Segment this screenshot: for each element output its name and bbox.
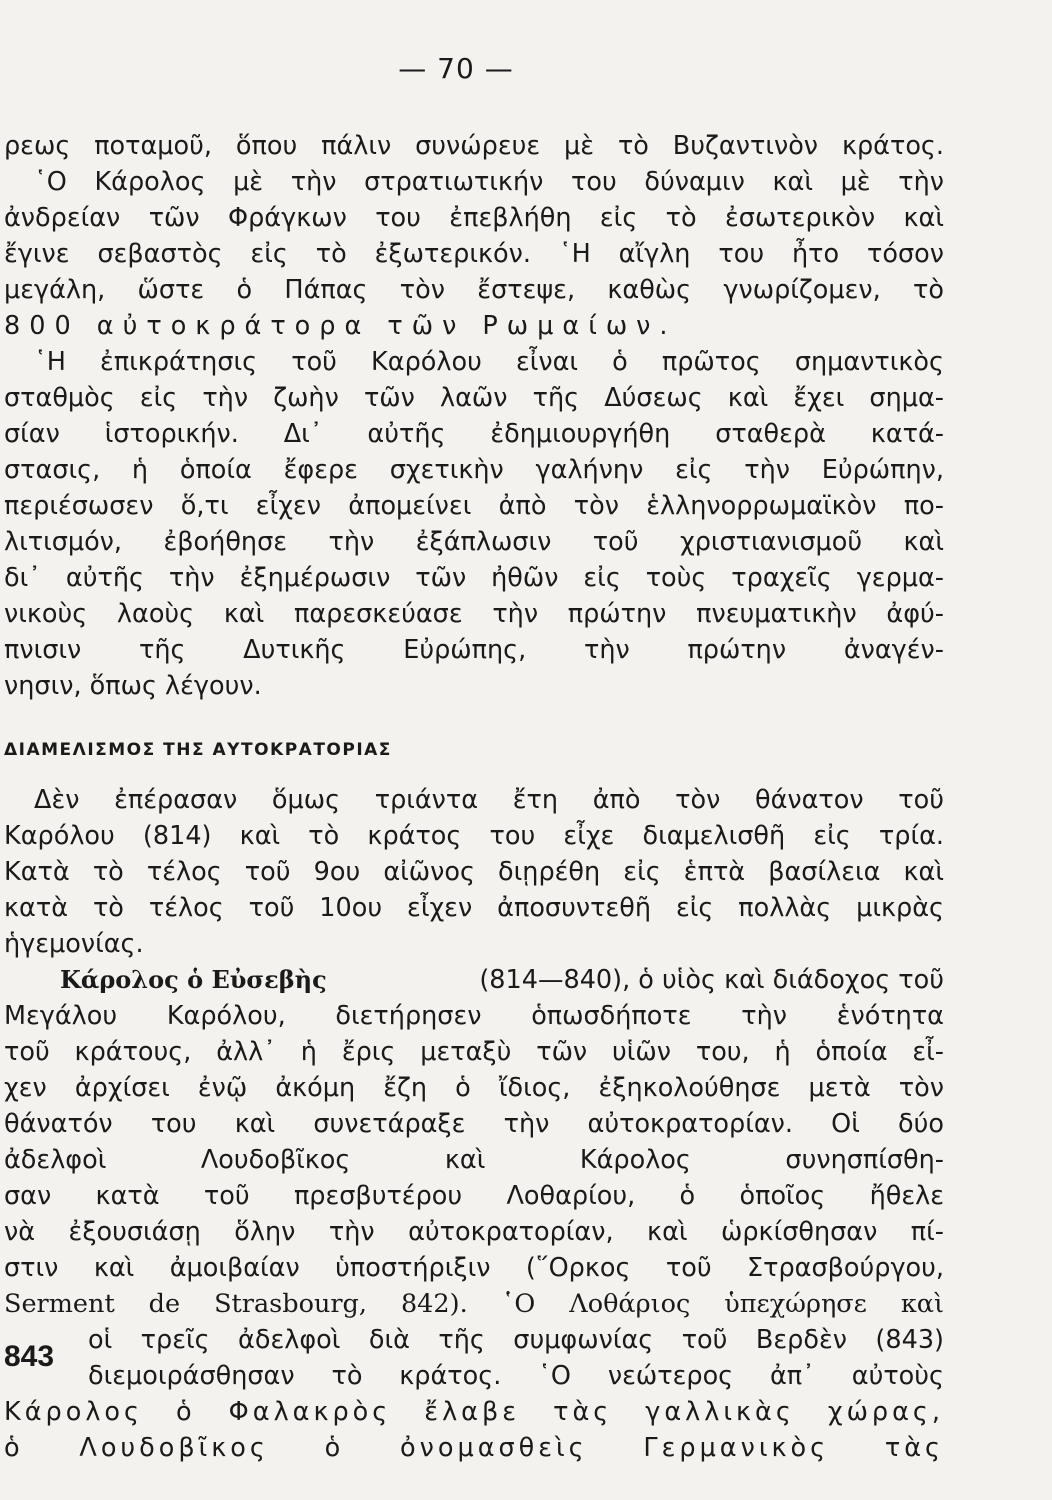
text-line: Μεγάλου Καρόλου, διετήρησεν ὁπωσδήποτε τὴν ἑνότητα <box>4 1001 944 1031</box>
text-line: ἔγινε σεβαστὸς εἰς τὸ ἐξωτερικόν. ῾Η αἴγλη του ἦτο τόσον <box>4 239 944 269</box>
text-line: ἀδελφοὶ Λουδοβῖκος καὶ Κάρολος συνησπίσθη- <box>4 1145 944 1175</box>
text-line: στιν καὶ ἀμοιβαίαν ὑποστήριξιν (῞Ορκος τοῦ Στρασβούργου, <box>4 1253 944 1283</box>
text-line: ῾Η ἐπικράτησις τοῦ Καρόλου εἶναι ὁ πρῶτος σημαντικὸς <box>34 347 944 377</box>
text-line: σταθμὸς εἰς τὴν ζωὴν τῶν λαῶν τῆς Δύσεως καὶ ἔχει σημα- <box>4 383 944 413</box>
text-line: στασις, ἡ ὁποία ἔφερε σχετικὴν γαλήνην εἰς τὴν Εὐρώπην, <box>4 455 944 485</box>
text-line: 800 αὐτοκράτορα τῶν Ρωμαίων. <box>4 311 677 341</box>
text-line: νικοὺς λαοὺς καὶ παρεσκεύασε τὴν πρώτην πνευματικὴν ἀφύ- <box>4 599 944 629</box>
section-heading: ΔΙΑΜΕΛΙΣΜΟΣ ΤΗΣ ΑΥΤΟΚΡΑΤΟΡΙΑΣ <box>4 740 392 760</box>
page-number: — 70 — <box>398 52 514 85</box>
text-line: νησιν, ὅπως λέγουν. <box>4 671 262 701</box>
text-line: τοῦ κράτους, ἀλλ᾽ ἡ ἔρις μεταξὺ τῶν υἱῶν του, ἡ ὁποία εἶ- <box>4 1037 944 1067</box>
text-line: οἱ τρεῖς ἀδελφοὶ διὰ τῆς συμφωνίας τοῦ Βερδὲν (843) <box>88 1325 944 1355</box>
text-line: Κάρολος ὁ Φαλακρὸς ἔλαβε τὰς γαλλικὰς χώρας, <box>4 1397 944 1427</box>
text-line: ἀνδρείαν τῶν Φράγκων του ἐπεβλήθη εἰς τὸ ἐσωτερικὸν καὶ <box>4 203 944 233</box>
text-line: διεμοιράσθησαν τὸ κράτος. ῾Ο νεώτερος ἀπ᾽ αὐτοὺς <box>88 1361 944 1391</box>
text-line: ῾Ο Κάρολος μὲ τὴν στρατιωτικήν του δύναμιν καὶ μὲ τὴν <box>34 167 944 197</box>
text-line: Κατὰ τὸ τέλος τοῦ 9ου αἰῶνος διῃρέθη εἰς ἑπτὰ βασίλεια καὶ <box>4 857 944 887</box>
text-span: (814—840), ὁ υἱὸς καὶ διάδοχος τοῦ <box>479 965 944 995</box>
text-line: ἡγεμονίας. <box>4 929 144 959</box>
text-line: σαν κατὰ τοῦ πρεσβυτέρου Λοθαρίου, ὁ ὁποῖος ἤθελε <box>4 1181 944 1211</box>
text-line: θάνατόν του καὶ συνετάραξε τὴν αὐτοκρατορίαν. Οἱ δύο <box>4 1109 944 1139</box>
text-line: Δὲν ἐπέρασαν ὅμως τριάντα ἔτη ἀπὸ τὸν θάνατον τοῦ <box>34 785 944 815</box>
text-line: νὰ ἐξουσιάσῃ ὅλην τὴν αὐτοκρατορίαν, καὶ ὡρκίσθησαν πί- <box>4 1217 944 1247</box>
text-line: μεγάλη, ὥστε ὁ Πάπας τὸν ἔστεψε, καθὼς γνωρίζομεν, τὸ <box>4 275 944 305</box>
text-line: δι᾽ αὐτῆς τὴν ἐξημέρωσιν τῶν ἠθῶν εἰς τοὺς τραχεῖς γερμα- <box>4 563 944 593</box>
text-line: ὁ Λουδοβῖκος ὁ ὀνομασθεὶς Γερμανικὸς τὰς <box>4 1433 944 1463</box>
text-line: Καρόλου (814) καὶ τὸ κράτος του εἶχε διαμελισθῆ εἰς τρία. <box>4 821 944 851</box>
text-line: κατὰ τὸ τέλος τοῦ 10ου εἶχεν ἀποσυντεθῆ εἰς πολλὰς μικρὰς <box>4 893 944 923</box>
text-line: σίαν ἱστορικήν. Δι᾽ αὐτῆς ἐδημιουργήθη σταθερὰ κατά- <box>4 419 944 449</box>
text-line: Serment de Strasbourg, 842). ῾Ο Λοθάριος ὑπεχώρησε καὶ <box>4 1289 944 1319</box>
text-line: πνισιν τῆς Δυτικῆς Εὐρώπης, τὴν πρώτην ἀναγέν- <box>4 635 944 665</box>
margin-year: 843 <box>4 1340 55 1373</box>
bold-ruler-name: Κάρολος ὁ Εὐσεβὴς <box>60 965 327 994</box>
text-line: περιέσωσεν ὅ,τι εἶχεν ἀπομείνει ἀπὸ τὸν ἑλληνορρωμαϊκὸν πο- <box>4 491 944 521</box>
text-line <box>60 962 944 998</box>
text-line: ρεως ποταμοῦ, ὅπου πάλιν συνώρευε μὲ τὸ Βυζαντινὸν κράτος. <box>4 131 944 161</box>
text-line: χεν ἀρχίσει ἐνῷ ἀκόμη ἔζη ὁ ἴδιος, ἐξηκολούθησε μετὰ τὸν <box>4 1073 944 1103</box>
text-line: λιτισμόν, ἐβοήθησε τὴν ἐξάπλωσιν τοῦ χριστιανισμοῦ καὶ <box>4 527 944 557</box>
